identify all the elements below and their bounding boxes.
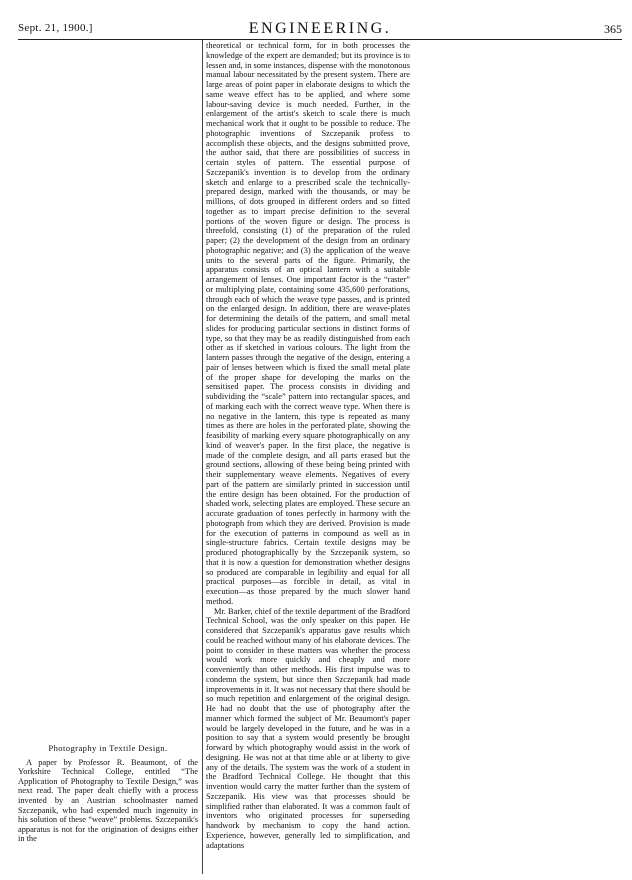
article-heading: Photography in Textile Design. xyxy=(48,743,168,753)
right-column xyxy=(206,41,410,850)
journal-title: ENGINEERING. xyxy=(248,20,392,37)
page-number: 365 xyxy=(604,22,622,36)
header-rule xyxy=(18,39,622,40)
article-paragraph: A paper by Professor R. Beaumont, of the Yorkshire Technical College, entitled “The Application of Photography to Textile Design,” was next read. The paper dealt chiefly with a process invented by an Austrian schoolmaster named Szczepanik, who had expended much ingenuity in his solution of these “weave” problems. Szczepanik's apparatus is not for the origination of designs either in the xyxy=(18,757,198,844)
left-column xyxy=(18,744,198,844)
column-divider xyxy=(202,40,203,874)
article-paragraph: Mr. Barker, chief of the textile department of the Bradford Technical School, was the only speaker on this paper. He considered that Szczepanik's apparatus gave results which could be reached without many of his elaborate devices. The point to consider in these matters was whether the process would work more quickly and cheaply and more conveniently than other methods. His first impulse was to condemn the system, but since then Szczepanik had made improvements in it. It was not necessary that there should be so much repetition and enlargement of the original design. He had no doubt that the use of photography after the manner which formed the subject of Mr. Beaumont's paper would be largely developed in the future, and he was in a position to say that a system would presently be brought forward by which photography would assist in the work of designing. He was not at that time able or at liberty to give any of the details. The system was the work of a student in the Bradford Technical College. He thought that this invention would carry the matter further than the system of Szczepanik. His view was that processes should be simplified rather than elaborated. It was a common fault of inventors who originated processes for superseding handwork by mechanism to copy the hand action. Experience, however, generally led to simplification, and adaptations xyxy=(206,606,410,850)
article-paragraph: theoretical or technical form, for in both processes the knowledge of the expert are demanded; but its province is to lessen and, in some instances, dispense with the monotonous manual labour necessitated by the present system. There are large areas of point paper in elaborate designs to which the same weave effect has to be applied, and where some labour-saving device is much needed. Further, in the enlargement of the artist's sketch to scale there is much mechanical work that it ought to be possible to reduce. The photographic inventions of Szczepanik profess to accomplish these objects, and the designs submitted prove, the author said, that there are possibilities of success in certain styles of pattern. The essential purpose of Szczepanik's invention is to develop from the ordinary sketch and enlarge to a prescribed scale the technically-prepared design, marked with the thousands, or may be millions, of dots grouped in different orders and so fitted together as to impart precise definition to the several portions of the woven figure or design. The process is threefold, consisting (1) of the preparation of the ruled paper; (2) the development of the design from an ordinary photographic negative; and (3) the application of the weave units to the several parts of the figure. Primarily, the apparatus consists of an optical lantern with a suitable arrangement of lenses. One important factor is the “raster” or multiplying plate, containing some 435,600 perforations, through each of which the weave type passes, and is printed on the enlarged design. In addition, there are weave-plates for determining the details of the pattern, and small metal slides for producing particular sections in distinct forms of type, so that they may be as readily distinguished from each other as if sketched in various colours. The light from the lantern passes through the negative of the design, entering a pair of lenses between which is fixed the small metal plate of the proper shape for developing the marks on the sensitised paper. The process consists in dividing and subdividing the “scale” pattern into rectangular spaces, and of marking each with the correct weave type. When there is no negative in the lantern, this type is repeated as many times as there are holes in the perforated plate, showing the feasibility of marking every square photographically on any kind of weaver's paper. In the first place, the negative is made of the complete design, and all parts erased but the ground sections, allowing of these being being printed with their supplementary weave elements. Negatives of every part of the pattern are similarly printed in succession until the entire design has been obtained. For the production of shaded work, selecting plates are employed. These secure an accurate graduation of tones perfectly in harmony with the photograph from which they are derived. Provision is made for the execution of patterns in compound as well as in single-structure fabrics. Certain textile designs may be produced photographically by the Szczepanik system, so that it is now a question for demonstration whether designs so produced are comparable in legibility and equal for all practical purposes—as forcible in detail, as vital in execution—as those prepared by the much slower hand method. xyxy=(206,41,410,606)
header-date: Sept. 21, 1900.] xyxy=(18,22,93,34)
